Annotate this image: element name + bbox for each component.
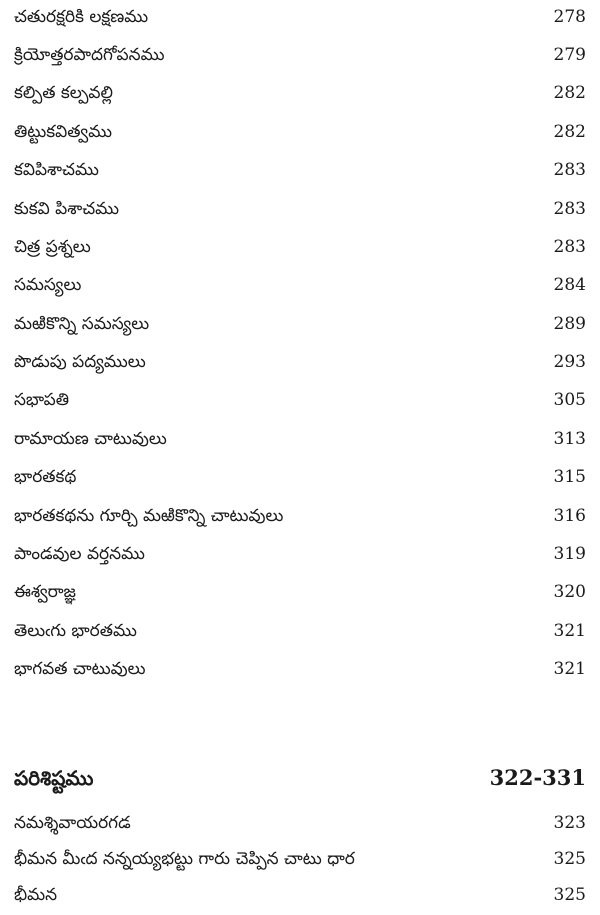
toc-entry bbox=[14, 44, 586, 66]
toc-entry bbox=[14, 121, 586, 143]
toc-entry bbox=[14, 848, 586, 870]
toc-entry bbox=[14, 884, 586, 906]
entry-title: కల్పిత కల్పవల్లి bbox=[14, 83, 113, 103]
entry-page-number: 305 bbox=[553, 390, 586, 410]
entry-title: క్రియోత్తరపాదగోపనము bbox=[14, 45, 165, 65]
toc-entry bbox=[14, 351, 586, 373]
entry-page-number: 319 bbox=[553, 544, 586, 564]
section-title: పరిశిష్టము bbox=[14, 766, 94, 790]
entry-page-number: 283 bbox=[553, 160, 586, 180]
toc-entry bbox=[14, 236, 586, 258]
entry-page-number: 325 bbox=[553, 885, 586, 905]
entry-title: ఈశ్వరాజ్ఞ bbox=[14, 582, 76, 602]
entry-page-number: 313 bbox=[553, 429, 586, 449]
toc-entry bbox=[14, 82, 586, 104]
entry-title: నమశ్శివాయరగడ bbox=[14, 813, 131, 833]
entry-title: భారతకథ bbox=[14, 467, 77, 487]
entry-title: పొడుపు పద్యములు bbox=[14, 352, 146, 372]
toc-entry bbox=[14, 581, 586, 603]
entry-title: పాండవుల వర్తనము bbox=[14, 544, 145, 564]
entry-page-number: 321 bbox=[553, 621, 586, 641]
entry-page-number: 289 bbox=[553, 314, 586, 334]
toc-entry bbox=[14, 6, 586, 28]
toc-entry bbox=[14, 198, 586, 220]
entry-title: చిత్ర ప్రశ్నలు bbox=[14, 237, 91, 257]
entry-page-number: 325 bbox=[553, 849, 586, 869]
entry-page-number: 282 bbox=[553, 83, 586, 103]
toc-entry bbox=[14, 543, 586, 565]
entry-page-number: 283 bbox=[553, 237, 586, 257]
entry-page-number: 282 bbox=[553, 122, 586, 142]
entry-title: తెలుఁగు భారతము bbox=[14, 621, 137, 641]
entry-title: సమస్యలు bbox=[14, 275, 82, 295]
entry-page-number: 316 bbox=[553, 506, 586, 526]
toc-entry bbox=[14, 313, 586, 335]
entry-title: భీమన bbox=[14, 885, 58, 905]
toc-entry bbox=[14, 505, 586, 527]
entry-page-number: 293 bbox=[553, 352, 586, 372]
entry-title: భాగవత చాటువులు bbox=[14, 659, 146, 679]
entry-page-number: 320 bbox=[553, 582, 586, 602]
entry-page-number: 321 bbox=[553, 659, 586, 679]
entry-page-number: 284 bbox=[553, 275, 586, 295]
entry-title: భీమన మీఁద నన్నయ్యభట్టు గారు చెప్పిన చాటు ధార bbox=[14, 849, 355, 869]
entry-title: చతురక్షరికి లక్షణము bbox=[14, 7, 149, 27]
entry-page-number: 323 bbox=[553, 813, 586, 833]
toc-entry bbox=[14, 159, 586, 181]
entry-title: రామాయణ చాటువులు bbox=[14, 429, 167, 449]
section-heading bbox=[14, 765, 586, 791]
entry-title: కవిపిశాచము bbox=[14, 160, 99, 180]
entry-title: సభాపతి bbox=[14, 390, 70, 410]
toc-entry bbox=[14, 389, 586, 411]
entry-page-number: 278 bbox=[553, 7, 586, 27]
entry-title: మఱికొన్ని సమస్యలు bbox=[14, 314, 150, 334]
entry-page-number: 283 bbox=[553, 199, 586, 219]
entry-title: భారతకథను గూర్చి మఱికొన్ని చాటువులు bbox=[14, 506, 284, 526]
toc-entry bbox=[14, 274, 586, 296]
toc-entry bbox=[14, 428, 586, 450]
entry-title: తిట్టుకవిత్వము bbox=[14, 122, 113, 142]
toc-entry bbox=[14, 620, 586, 642]
entry-page-number: 315 bbox=[553, 467, 586, 487]
toc-entry bbox=[14, 812, 586, 834]
entry-page-number: 279 bbox=[553, 45, 586, 65]
toc-entry bbox=[14, 658, 586, 680]
toc-entry bbox=[14, 466, 586, 488]
section-page-range: 322-331 bbox=[489, 765, 586, 790]
entry-title: కుకవి పిశాచము bbox=[14, 199, 119, 219]
